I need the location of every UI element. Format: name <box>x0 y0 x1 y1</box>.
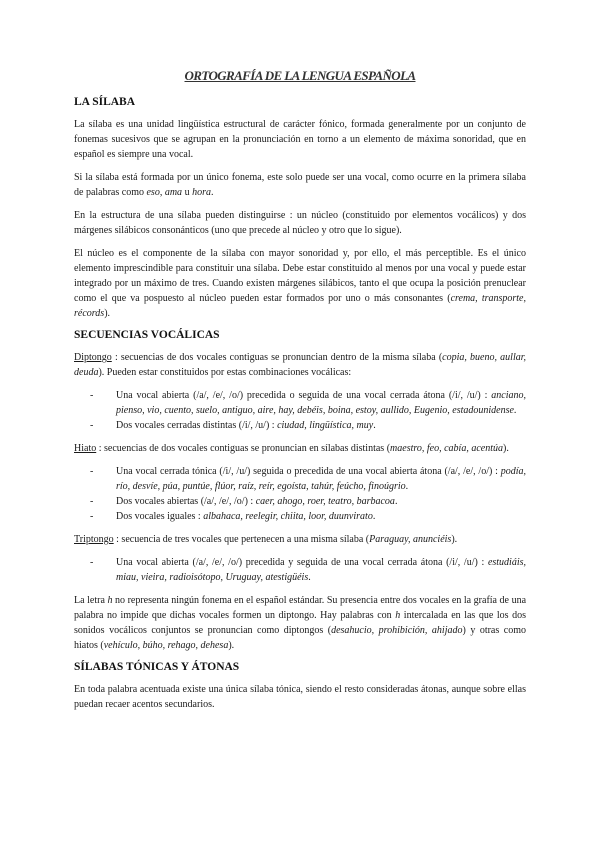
text: u <box>182 187 193 198</box>
text: , <box>159 187 165 198</box>
text: Dos vocales cerradas distintas (/i/, /u/) : <box>116 420 278 431</box>
examples: Paraguay, anunciéis <box>369 534 452 545</box>
list-item <box>90 555 526 585</box>
text: . <box>513 405 517 416</box>
text: La letra <box>74 595 108 606</box>
text: : secuencias de dos vocales contiguas se pronuncian dentro de la misma sílaba ( <box>111 352 443 363</box>
paragraph-silaba-un-fonema <box>74 170 526 200</box>
document-title: ORTOGRAFÍA DE LA LENGUA ESPAÑOLA <box>184 68 416 83</box>
examples: maestro, feo, cabía, acentúa <box>390 443 503 454</box>
paragraph-hiato <box>74 441 526 456</box>
paragraph-estructura-silaba: En la estructura de una sílaba pueden distinguirse : un núcleo (constituido por elementos vocálicos) y dos márgenes silábicos consonánticos (uno que precede al núcleo y otro que lo sigue). <box>74 210 526 236</box>
term-diptongo: Diptongo <box>74 352 112 363</box>
section-heading-silabas-tonicas: SÍLABAS TÓNICAS Y ÁTONAS <box>74 661 240 673</box>
text: . <box>308 572 311 583</box>
text: Una vocal abierta (/a/, /e/, /o/) precedida o seguida de una vocal cerrada átona (/i/, /u/) : <box>116 390 492 401</box>
text: : secuencia de tres vocales que pertenecen a una misma sílaba ( <box>113 534 370 545</box>
list-item <box>90 418 526 433</box>
text: . <box>394 496 398 507</box>
examples: albahaca, reelegir, chiita, loor, duunvirato <box>203 511 373 522</box>
paragraph-definicion-silaba: La sílaba es una unidad lingüística estructural de carácter fónico, formada generalmente por un conjunto de fonemas sucesivos que se agrupan en la pronunciación en torno a un elemento de máxima sonoridad, que en español es siempre una vocal. <box>74 119 526 160</box>
list-hiato <box>74 464 526 524</box>
examples: crema, transporte, récords <box>74 293 526 319</box>
list-item <box>90 464 526 494</box>
paragraph-silaba-tonica: En toda palabra acentuada existe una única sílaba tónica, siendo el resto consideradas átonas, aunque sobre ellas puedan recaer acentos secundarios. <box>74 684 526 710</box>
letter-h: h <box>107 595 113 606</box>
term-triptongo: Triptongo <box>74 534 114 545</box>
example: ama <box>164 187 183 198</box>
text: ). Pueden estar constituidos por estas combinaciones vocálicas: <box>98 367 352 378</box>
examples: estudiáis, miau, vieira, radioisótopo, Uruguay, atestigüéis <box>116 557 526 583</box>
list-item <box>90 494 526 509</box>
paragraph-letra-h <box>74 593 526 653</box>
text: El núcleo es el componente de la sílaba con mayor sonoridad y, por ello, el más perceptible. Es el único elemento imprescindible para constituir una sílaba. Debe estar constituido al menos por una vocal y puede estar integrado por un máximo de tres. Cuando existen márgenes silábicos, tanto el que ocupa la posición prenuclear como el que va pospuesto al núcleo pueden estar formados por uno o más consonantes ( <box>74 248 526 304</box>
examples: caer, ahogo, roer, teatro, barbacoa <box>255 496 395 507</box>
section-heading-secuencias-vocalicas: SECUENCIAS VOCÁLICAS <box>74 329 220 341</box>
text: Una vocal cerrada tónica (/i/, /u/) seguida o precedida de una vocal abierta átona (/a/, /e/, /o/) : <box>116 466 501 477</box>
text: : secuencias de dos vocales contiguas se pronuncian en sílabas distintas ( <box>96 443 391 454</box>
text: Una vocal abierta (/a/, /e/, /o/) precedida y seguida de una vocal cerrada átona (/i/, /u/) : <box>116 557 488 568</box>
section-heading-la-silaba: LA SÍLABA <box>74 96 136 108</box>
text: intercalada en las que los dos sonidos vocálicos conjuntos se pronuncian como diptongos ( <box>74 610 526 636</box>
examples: copia, bueno, aullar, deuda <box>74 352 527 378</box>
text: Dos vocales abiertas (/a/, /e/, /o/) : <box>116 496 256 507</box>
letter-h: h <box>395 610 401 621</box>
paragraph-triptongo <box>74 532 526 547</box>
text: Si la sílaba está formada por un único fonema, este solo puede ser una vocal, como ocurre en la primera sílaba de palabras como <box>74 172 526 198</box>
examples: vehículo, búho, rehago, dehesa <box>103 640 229 651</box>
text: Dos vocales iguales : <box>116 511 204 522</box>
text: . <box>373 420 376 431</box>
examples: desahucio, prohibición, ahijado <box>331 625 463 636</box>
text: ) y otras como hiatos ( <box>74 625 526 651</box>
text: ). <box>502 443 509 454</box>
examples: podía, río, desvíe, púa, puntúe, flúor, raíz, reír, egoísta, tahúr, feúcho, finoúgrio <box>116 466 526 492</box>
example: eso <box>146 187 160 198</box>
list-triptongo <box>74 555 526 585</box>
paragraph-diptongo <box>74 350 526 380</box>
text: ). <box>451 534 458 545</box>
list-item <box>90 509 526 524</box>
list-item <box>90 388 526 418</box>
text: . <box>405 481 409 492</box>
text: . <box>210 187 214 198</box>
examples: anciano, pienso, vio, cuento, suelo, antiguo, aire, hay, debéis, boina, estoy, aullido, Eugenio, estadounidense <box>116 390 526 416</box>
text: ). <box>104 308 111 319</box>
examples: ciudad, lingüística, muy <box>277 420 374 431</box>
text: . <box>372 511 376 522</box>
paragraph-nucleo <box>74 246 526 321</box>
term-hiato: Hiato <box>74 443 97 454</box>
text: no representa ningún fonema en el español estándar. Su presencia entre dos vocales en la grafía de una palabra no impide que dichas vocales formen un diptongo. Hay palabras con <box>74 595 527 621</box>
example: hora <box>192 187 211 198</box>
list-diptongo <box>74 388 526 433</box>
text: ). <box>228 640 235 651</box>
